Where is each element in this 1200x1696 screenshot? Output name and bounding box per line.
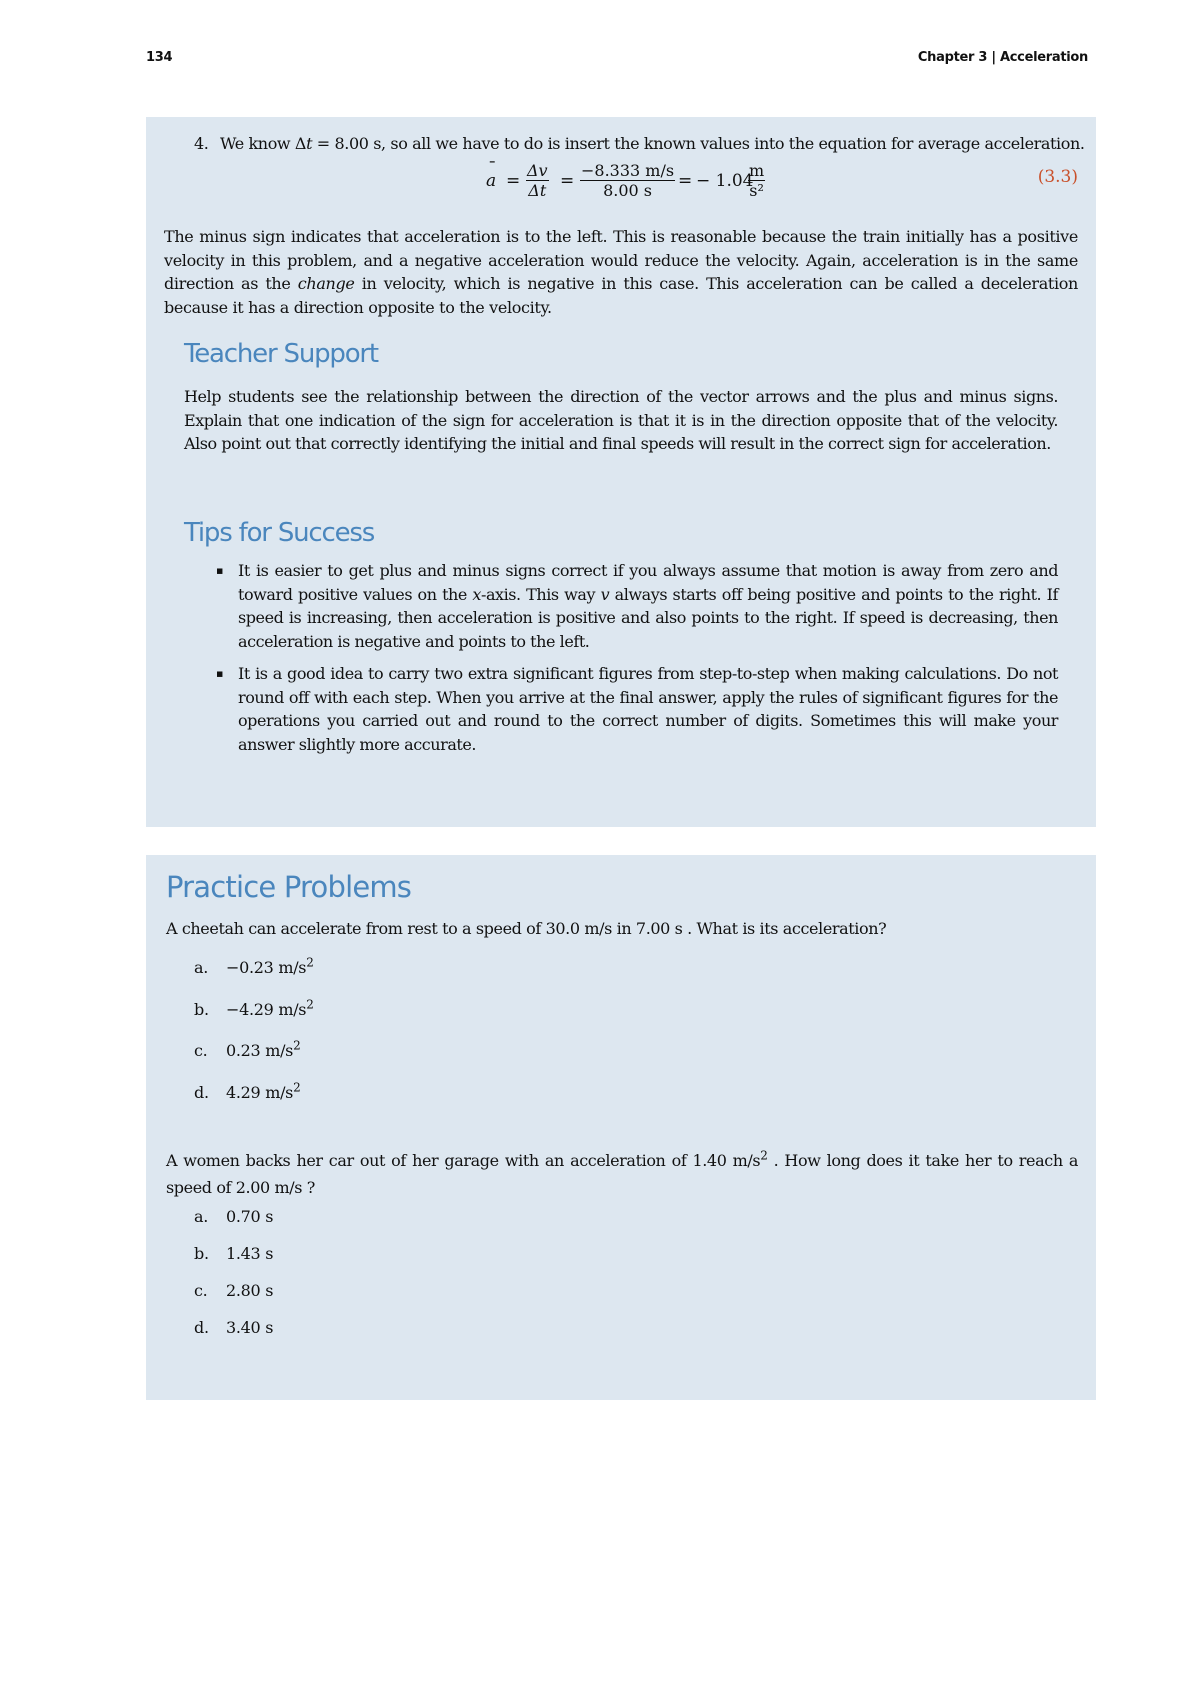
question-value: 2.00 m/s (235, 1178, 303, 1197)
option-letter: a. (194, 958, 209, 977)
answer-option[interactable] (194, 955, 314, 1000)
answer-option[interactable] (194, 1080, 314, 1125)
practice-problems-box (146, 855, 1096, 1400)
eq-frac1-den: Δt (528, 181, 547, 200)
step-text: We know Δ (220, 134, 307, 153)
chapter-title: Chapter 3 | Acceleration (917, 50, 1088, 65)
option-letter: d. (194, 1082, 209, 1102)
option-letter: a. (194, 1207, 209, 1226)
option-value: 4.29 m/s (226, 1082, 294, 1102)
question-value: 7.00 s (635, 919, 683, 938)
question-text: . How long does it take her to reach a speed of (166, 1151, 1078, 1197)
exponent: 2 (306, 997, 314, 1012)
tip-text: always starts off being positive and points to the right. If speed is increasing, then acceleration is positive and also points to the right. If speed is decreasing, then acceleration is negative and points to the left. (238, 584, 1059, 651)
explanation-paragraph (164, 225, 1078, 319)
question-value: 1.40 m/s (692, 1151, 761, 1170)
explanation-text-cont: in velocity, which is negative in this case. This acceleration can be called a deceleration because it has a direction opposite to the velocity. (164, 274, 1078, 317)
answer-option[interactable] (194, 1038, 314, 1083)
option-letter: c. (194, 1281, 208, 1300)
explanation-text: The minus sign indicates that acceleration is to the left. This is reasonable because the train initially has a positive velocity in this problem, and a negative acceleration would reduce the velocity. Again, acceleration is in the same direction as the (164, 227, 1078, 293)
eq-fraction-values (580, 161, 675, 200)
question-text: . What is its acceleration? (687, 919, 887, 938)
eq-frac2-den: 8.00 s (603, 181, 652, 200)
variable-x: x (472, 584, 481, 604)
step-number: 4. (194, 134, 209, 153)
explanation-emphasis: change (297, 274, 355, 293)
teacher-support-text: Help students see the relationship between the direction of the vector arrows and the plus and minus signs. Explain that one indication of the sign for acceleration is that it is in the direction opposite that of the velocity. Also point out that correctly identifying the initial and final speeds will result in the correct sign for acceleration. (184, 387, 1058, 453)
question-2 (166, 1147, 1078, 1201)
question-value: 30.0 m/s (545, 919, 612, 938)
question-text: A women backs her car out of her garage with an acceleration of (166, 1151, 693, 1170)
eq-frac1-num: Δv (527, 161, 548, 180)
exponent: 2 (293, 1038, 301, 1053)
option-value: 2.80 s (226, 1281, 274, 1300)
question-text: A cheetah can accelerate from rest to a speed of (166, 919, 546, 938)
eq-unit-num: m (749, 161, 765, 180)
teacher-support-heading: Teacher Support (184, 339, 378, 369)
eq-lhs: ¯ a (486, 171, 496, 191)
question-text: in (611, 919, 636, 938)
eq-unit-fraction (748, 161, 765, 200)
running-header (146, 50, 1088, 70)
question-text: ? (306, 1178, 315, 1197)
tips-list (216, 559, 1058, 765)
eq-equals: = (506, 171, 521, 191)
solution-step (194, 134, 1085, 153)
eq-equals: = (560, 171, 575, 191)
tips-heading: Tips for Success (184, 518, 375, 548)
option-value: −4.29 m/s (226, 999, 307, 1019)
answer-option[interactable] (194, 1318, 273, 1355)
variable-t: t (306, 134, 313, 153)
eq-equals: = (678, 171, 693, 191)
tip-text: -axis. This way (481, 584, 601, 604)
practice-problems-heading: Practice Problems (166, 870, 412, 904)
option-letter: c. (194, 1041, 208, 1060)
exponent: 2 (306, 955, 314, 970)
answer-option[interactable] (194, 1281, 273, 1318)
option-letter: d. (194, 1318, 209, 1337)
variable-v: v (600, 584, 610, 604)
tip-item (216, 559, 1058, 653)
question-1 (166, 915, 1078, 942)
answer-option[interactable] (194, 997, 314, 1042)
answer-option[interactable] (194, 1244, 273, 1281)
option-letter: b. (194, 1244, 209, 1263)
option-value: 0.70 s (226, 1207, 274, 1226)
tip-item: ▪ It is a good idea to carry two extra significant figures from step-to-step when making calculations. Do not round off with each step. When you arrive at the final answer, apply the rules of significant figures for the operations you carried out and round to the correct number of digits. Sometimes this will make your answer slightly more accurate. (216, 662, 1058, 756)
eq-result: − 1.04 (696, 171, 754, 191)
worked-example-box (146, 117, 1096, 827)
eq-unit-den: s² (749, 181, 764, 200)
exponent: 2 (293, 1080, 301, 1095)
option-value: 1.43 s (226, 1244, 274, 1263)
equation-number: (3.3) (1037, 167, 1078, 187)
eq-frac2-num: −8.333 m/s (581, 161, 675, 180)
tip-text: It is easier to get plus and minus signs correct if you always assume that motion is away from zero and toward positive values on the (238, 561, 1058, 604)
option-value: 3.40 s (226, 1318, 274, 1337)
exponent: 2 (760, 1148, 768, 1163)
acceleration-equation (486, 161, 786, 211)
question-1-options (194, 955, 314, 1124)
page-number: 134 (146, 50, 173, 65)
option-value: −0.23 m/s (226, 958, 307, 977)
step-text-cont: = 8.00 s, so all we have to do is insert the known values into the equation for average acceleration. (312, 134, 1085, 153)
answer-option[interactable] (194, 1207, 273, 1244)
option-value: 0.23 m/s (226, 1041, 294, 1060)
eq-fraction-delta (526, 161, 549, 200)
question-2-options (194, 1207, 273, 1355)
option-letter: b. (194, 999, 209, 1019)
